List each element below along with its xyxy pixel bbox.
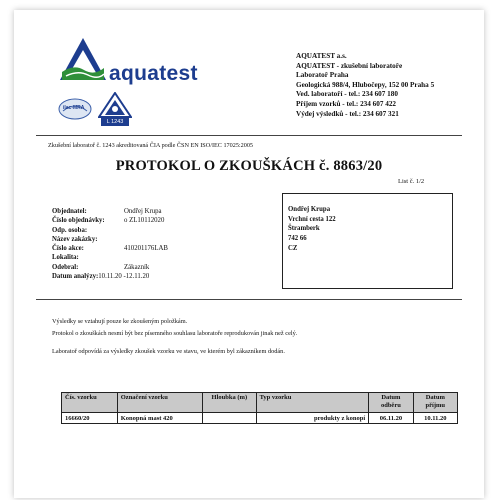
address-line: Výdej výsledků - tel.: 234 607 321 — [296, 109, 399, 118]
address-line: Laboratoř Praha — [296, 71, 349, 80]
brand-name: aquatest — [109, 62, 198, 85]
address-line: Geologická 988/4, Hlubočepy, 152 00 Praha 5 — [296, 80, 435, 89]
note-text: Protokol o zkouškách nesmí být bez písemného souhlasu laboratoře reprodukován jinak než celý. — [52, 329, 298, 337]
table-cell: 16660/20 — [62, 413, 118, 424]
field-label: Číslo objednávky: — [52, 217, 105, 225]
field-value: Zákazník — [124, 263, 150, 271]
order-details — [52, 207, 168, 281]
customer-address-box — [282, 193, 453, 289]
table-cell: Konopná mast 420 — [117, 413, 202, 424]
customer-address-line: Vrchní cesta 122 — [288, 215, 336, 223]
table-cell: 10.11.20 — [413, 413, 457, 424]
table-header: Datum příjmu — [413, 393, 457, 413]
customer-address-line: Štramberk — [288, 225, 320, 233]
field-label: Datum analýzy: — [52, 273, 99, 281]
lab-address — [296, 52, 434, 119]
field-label: Odebral: — [52, 263, 79, 271]
field-value: 410201176LAB — [124, 245, 168, 253]
customer-address-line: 742 66 — [288, 235, 307, 243]
divider — [36, 135, 462, 136]
ilac-label: ilac-MRA — [63, 105, 85, 111]
table-cell: produkty z konopí — [256, 413, 369, 424]
table-header: Datum odběru — [369, 393, 413, 413]
table-header: Označení vzorku — [117, 393, 202, 413]
samples-table — [61, 392, 458, 424]
table-header: Čís. vzorku — [62, 393, 118, 413]
table-header: Hloubka (m) — [203, 393, 256, 413]
aquatest-logo-icon — [58, 36, 108, 84]
ilac-badge — [58, 98, 92, 120]
note-text: Výsledky se vztahují pouze ke zkoušeným položkám. — [52, 318, 188, 325]
cai-accreditation-icon — [98, 92, 132, 118]
address-line: AQUATEST a.s. — [296, 52, 347, 60]
field-value: o ZL10112020 — [124, 217, 165, 225]
field-label: Odp. osoba: — [52, 226, 88, 234]
field-label: Číslo akce: — [52, 245, 84, 253]
notes — [52, 316, 297, 339]
field-value: Ondřej Krupa — [124, 208, 162, 215]
table-header-row — [62, 393, 458, 413]
customer-address-line: Ondřej Krupa — [288, 206, 331, 213]
note-text: Laboratoř odpovídá za výsledky zkoušek vzorku ve stavu, ve kterém byl zákazníkem dodán. — [52, 348, 285, 355]
address-line: AQUATEST - zkušební laboratoře — [296, 61, 403, 70]
field-label: Lokalita: — [52, 254, 79, 262]
sheet-number: List č. 1/2 — [398, 178, 425, 185]
cai-number: L 1243 — [101, 118, 129, 126]
address-line: Ved. laboratoří - tel.: 234 607 180 — [296, 90, 398, 99]
accreditation-text: Zkušební laboratoř č. 1243 akreditovaná ČIA podle ČSN EN ISO/IEC 17025:2005 — [48, 142, 254, 149]
table-header: Typ vzorku — [256, 393, 369, 413]
protocol-page — [14, 10, 484, 498]
customer-address-line: CZ — [288, 244, 298, 252]
field-label: Název zakázky: — [52, 235, 98, 243]
field-label: Objednatel: — [52, 208, 87, 215]
table-cell — [203, 413, 256, 424]
cai-badge — [98, 92, 132, 128]
table-cell: 06.11.20 — [369, 413, 413, 424]
divider — [36, 299, 462, 300]
table-row — [62, 413, 458, 424]
address-line: Příjem vzorků - tel.: 234 607 422 — [296, 99, 397, 108]
page-title: PROTOKOL O ZKOUŠKÁCH č. 8863/20 — [115, 158, 383, 174]
field-value: 10.11.20 -12.11.20 — [98, 273, 150, 281]
